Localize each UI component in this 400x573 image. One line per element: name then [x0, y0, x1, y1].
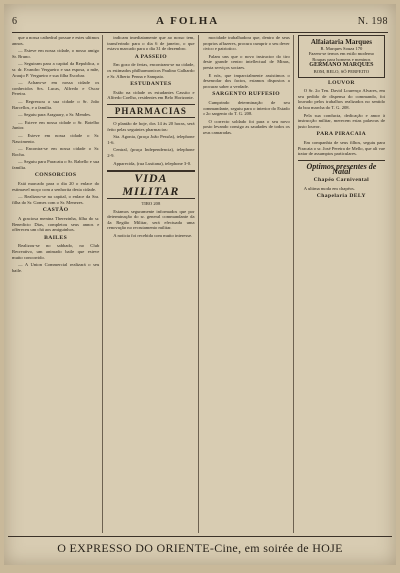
paragraph: Estamos seguramente informados que por determinação do sr. general commandante da 4a Região Militar, será efectuada uma renovação no recrutamento militar.: [107, 208, 195, 231]
paragraph: — Seguiu para Paracatu o Sr. Rabello e sua familia.: [12, 159, 100, 170]
paragraph: Está marcado para o dia 20 o enlace do estimavel moço com a senhorita desta cidade.: [12, 181, 100, 192]
christmas-ad-title: Optimos presentes de Natal: [306, 161, 377, 177]
section-heading: A PASSEIO: [134, 53, 167, 60]
ad-brand: Chapelaria DELY: [316, 193, 366, 200]
ad-title: Alfaiataria Marques: [310, 38, 372, 46]
paragraph: — Seguiram para a capital da Republica, o sr. dr. Evandro Vergueiro e sua esposa, a mãe, Araujo P. Vergueiro e sua filha Escobar.: [12, 61, 100, 78]
subheading: TIRO 208: [141, 201, 161, 207]
paragraph: Falam uns que o novo instructor do tiro deste grande centro intellectual de Minas, presta serviços sociaes.: [202, 53, 290, 70]
column-3: [203, 35, 294, 533]
ad-line: Fazem-se ternos em estilo moderno: [308, 51, 375, 57]
paragraph: — Esteve em nossa cidade o Sr. Botelho Junior.: [12, 119, 100, 131]
paragraph: Cumprindo determinação de seu commandante, seguiu para o interior do Estado o 2o sargento do T. G. 208.: [202, 99, 290, 117]
masthead: [12, 10, 388, 33]
paragraph: A noticia foi recebida com muito interesse.: [113, 233, 193, 239]
ad-owner: GERMANO MARQUES: [309, 62, 374, 69]
paragraph: — Regressou a sua cidade o Sr. João Barcellos, e a familia.: [12, 98, 100, 110]
advertisement-alfaiataria: [298, 35, 385, 78]
bottom-banner: O EXPRESSO DO ORIENTE-Cine, em soirée de HOJE: [8, 536, 392, 559]
section-heading: CASTÃO: [42, 207, 69, 214]
column-2: [107, 35, 198, 533]
ad-line: Roupas para homens e meninos: [312, 56, 371, 62]
ad-tagline: BOM, BELO, SÓ PERFEITO: [313, 69, 370, 75]
divider: [298, 160, 385, 161]
paragraph: — Realizou-se na capital, o enlace da Sra. filha do Sr. Gomes com o Sr. Menezes.: [12, 194, 100, 205]
paragraph: Em companhia de seus filhos, seguiu para Piracaia o sr. José Pereira de Mello, que ali vae tratar de assumptos particulares.: [297, 139, 385, 157]
paragraph: E nós, que imparcialmente assistimos o desenrolar dos factos, estamos dispostos a procurar saber a verdade.: [202, 72, 290, 89]
paragraph: O plantão de hoje, dos 14 às 20 horas, será feito pelas seguintes pharmacias:: [107, 120, 195, 132]
paragraph: — Acham-se em nossa cidade os conhecidos Srs. Lucas, Alfredo e Oscar Pereira.: [12, 80, 100, 97]
paragraph: — Esteve em nossa cidade, o nosso amigo Sr. Bruno.: [12, 48, 100, 59]
section-heading: SARGENTO RUFFESIO: [212, 91, 281, 98]
paragraph: — Seguiu para Araguary, o Sr. Mendes.: [18, 112, 92, 118]
paragraph: O Sr. 2o Ten. David Lourenço Alvares, em seu pedido de dispensa do commando, foi louvado pelos trabalhos realizados no sentido da boa marcha do T. G. 208.: [297, 88, 385, 110]
issue-number: N. 198: [357, 15, 388, 27]
paragraph: Estão na cidade os estudantes Cassito e Alfredo Coelho, residentes em Belo Horizonte.: [107, 89, 195, 101]
paragraph: Pela sua conducta, dedicação e amor à instrucção militar, merecem estas palavras de justo louvor.: [297, 112, 385, 129]
ad-line: Chapéo Carnivental: [313, 176, 370, 183]
ad-text: A ultima moda em chapéos.: [303, 185, 355, 191]
newspaper-title: A FOLHA: [156, 15, 220, 27]
page-number-left: 6: [12, 15, 18, 27]
paragraph: Sta. Agonia, (praça João Pessôa), telephone 1-6.: [107, 134, 195, 145]
paragraph: — A Union Commercial realizará o seu baile.: [12, 262, 100, 273]
paragraph: O correcto soldado foi para o seu novo posto levando consigo as saudades de todos os seus camaradas.: [202, 118, 290, 135]
paragraph: Realizou-se no sabbado, no Club Recreativo, um animado baile que esteve muito concorrido.: [12, 243, 100, 260]
columns: [12, 35, 388, 533]
paragraph: indicam imediatamente que ao nosso tem, transferindo para o dia 6 de janeiro, o que estava marcado para o dia 31 de dezembro.: [107, 35, 195, 52]
paragraph: — Encontra-se em nossa cidade o Sr. Rocha.: [12, 146, 100, 157]
paragraph: Em gozo de ferias, encontram-se na cidade, os estimados philharmonicos Paulino Galhardo e Sr. Alberto Penna e Sampaio.: [107, 62, 195, 79]
section-heading: ESTUDANTES: [130, 81, 172, 88]
paragraph: A graciosa menina Therezinha, filha do sr. Benedicto Dias, completou seus annos e offereceu um chá aos amiguinhos.: [12, 216, 100, 233]
paragraph: Apparecida, (rua Lusitana), telephone 3-0.: [113, 160, 192, 166]
column-1: [12, 35, 103, 533]
section-heading: CONSORCIOS: [34, 172, 77, 179]
pharmacias-heading: PHARMACIAS: [107, 104, 194, 118]
vida-militar-heading: VIDA MILITAR: [107, 170, 194, 199]
section-heading: BAILES: [44, 234, 68, 241]
section-heading: PARA PIRACAIA: [316, 131, 367, 138]
paragraph: mocidade trabalhadora que, dentro de seus proprios affazeres, procura cumprir o seu dever civico e patriotico.: [202, 35, 290, 52]
paragraph: — Esteve em nossa cidade o Sr. Nascimento.: [12, 132, 100, 144]
paragraph: Central, (praça Independencia), telephone 2-9.: [107, 147, 195, 158]
newspaper-page: [4, 4, 396, 565]
section-heading: LOUVOR: [327, 79, 355, 86]
column-4: [298, 35, 388, 533]
ad-address: R. Marques Souza 170: [320, 46, 363, 51]
paragraph: que a nossa cathedral possue e estes ultimos annos.: [12, 35, 100, 46]
